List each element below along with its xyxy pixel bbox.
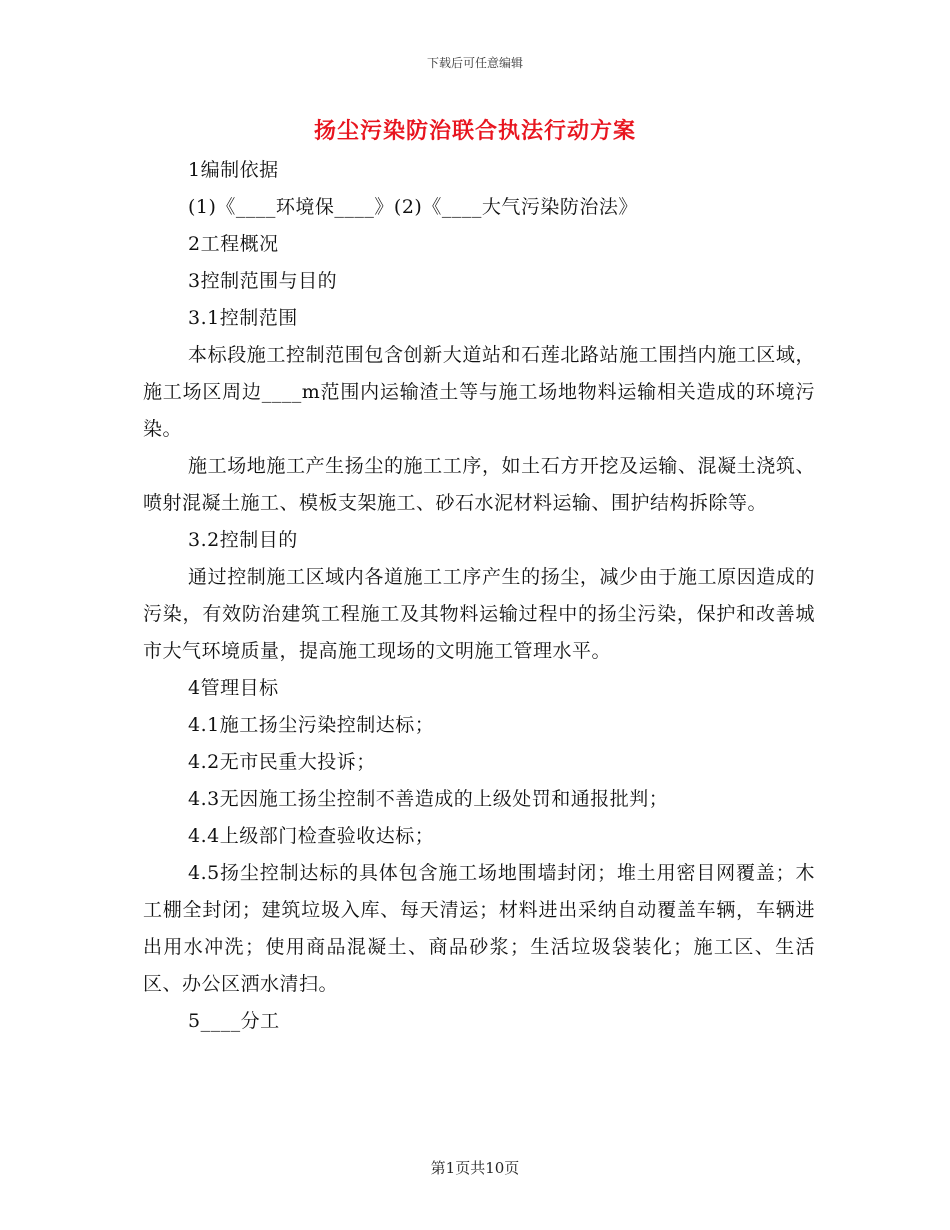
- section-heading-basis: 1编制依据: [188, 159, 279, 181]
- subsection-heading-purpose: 3.2控制目的: [188, 529, 298, 551]
- basis-references: (1)《____环境保____》(2)《____大气污染防治法》: [188, 196, 638, 218]
- section-heading-overview: 2工程概况: [188, 233, 279, 255]
- goal-item: 4.1施工扬尘污染控制达标；: [188, 714, 435, 736]
- section-heading-goals: 4管理目标: [188, 677, 279, 699]
- goal-item: 4.2无市民重大投诉；: [188, 751, 376, 773]
- goal-item: 4.5扬尘控制达标的具体包含施工场地围墙封闭；堆土用密目网覆盖；木工棚全封闭；建筑垃圾入库、每天清运；材料进出采纳自动覆盖车辆，车辆进出用水冲洗；使用商品混凝土、商品砂浆；生活垃圾袋装化；施工区、生活区、办公区洒水清扫。: [143, 862, 815, 995]
- goal-item: 4.4上级部门检查验收达标；: [188, 825, 435, 847]
- subsection-heading-scope: 3.1控制范围: [188, 307, 298, 329]
- goal-item: 4.3无因施工扬尘控制不善造成的上级处罚和通报批判；: [188, 788, 669, 810]
- header-note: 下载后可任意编辑: [426, 56, 523, 70]
- document-title: 扬尘污染防治联合执法行动方案: [313, 118, 636, 144]
- paragraph-purpose: 通过控制施工区域内各道施工工序产生的扬尘，减少由于施工原因造成的污染，有效防治建筑工程施工及其物料运输过程中的扬尘污染，保护和改善城市大气环境质量，提高施工现场的文明施工管理水平。: [143, 566, 815, 662]
- section-heading-scope-purpose: 3控制范围与目的: [188, 270, 338, 292]
- paragraph-scope-processes: 施工场地施工产生扬尘的施工工序，如土石方开挖及运输、混凝土浇筑、喷射混凝土施工、模板支架施工、砂石水泥材料运输、围护结构拆除等。: [143, 455, 815, 514]
- page-number: 第1页共10页: [430, 1159, 520, 1177]
- paragraph-scope-area: 本标段施工控制范围包含创新大道站和石莲北路站施工围挡内施工区域，施工场区周边____m范围内运输渣土等与施工场地物料运输相关造成的环境污染。: [143, 344, 815, 440]
- document-body: [143, 152, 815, 1040]
- section-heading-division: 5____分工: [188, 1010, 280, 1032]
